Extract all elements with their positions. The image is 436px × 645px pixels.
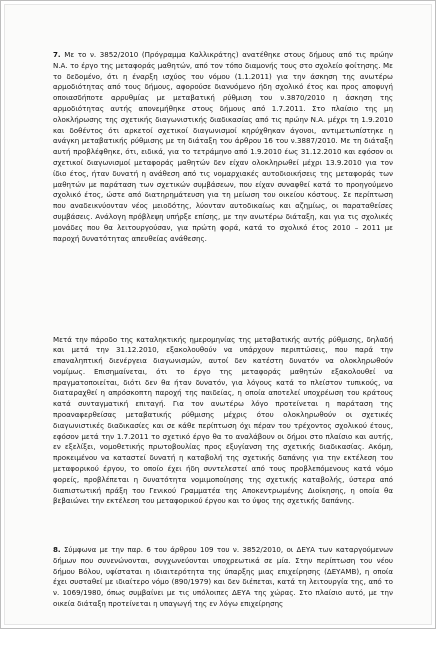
paragraph-text: Με το ν. 3852/2010 (Πρόγραμμα Καλλικράτης) ανατέθηκε στους δήμους από τις πρώην Ν.Α. το έργο της μεταφοράς μαθητών, από τον τόπο διαμονής τους στο σχολείο φοίτησης. Με το δεδομένο, ότι η έναρξη ισχύος του νόμου (1.1.2011) για την άσκηση της ανωτέρω αρμοδιότητας από τους δήμους, αφορούσε διανυόμενο ήδη σχολικό έτος και προς αποφυγή οποιασδήποτε αρρυθμίας με μεταβατική ρύθμιση του ν.3870/2010 η άσκηση της αρμοδιότητας αυτής απονεμήθηκε στους δήμους από 1.7.2011. Στο πλαίσιο της μη ολοκλήρωσης της σχετικής διαγωνιστικής διαδικασίας από τις πρώην Ν.Α. μέχρι τη 1.9.2010 και δοθέντος ότι αρκετοί σχετικοί διαγωνισμοί κηρύχθηκαν άγονοι, αντιμετωπίστηκε η ανάγκη μεταβατικής ρύθμισης με τη διάταξη του άρθρου 16 του ν.3887/2010. Με τη διάταξη αυτή προβλέφθηκε, ότι, ειδικά, για το τετράμηνο από 1.9.2010 έως 31.12.2010 και εφόσον οι σχετικοί διαγωνισμοί μεταφοράς μαθητών δεν είχαν ολοκληρωθεί μέχρι 13.9.2010 για τον ίδιο έτος, ήταν δυνατή η ανάθεση από τις νομαρχιακές αυτοδιοικήσεις της μεταφοράς των μαθητών με παράταση των σχετικών συμβάσεων, που είχαν συναφθεί κατά το προηγούμενο σχολικό έτος, ώστε από διατηρημάτευση για τη μείωση του οικείου κόστους. Σε περίπτωση που αναδεικνύονταν νέος μειοδότης, λύονταν αυτοδικαίως και αζημίως, οι παραταθείσες συμβάσεις. Ανάλογη πρόβλεψη υπήρξε επίσης, με την ανωτέρω διάταξη, και για τις σχολικές μονάδες που θα λειτουργούσαν, για πρώτη φορά, κατά το σχολικό έτος 2010 – 2011 με παροχή δυνατότητας απευθείας ανάθεσης. (53, 50, 394, 243)
paragraph-number: 7. (53, 50, 61, 59)
paragraph-text: Μετά την πάροδο της καταληκτικής ημερομηνίας της μεταβατικής αυτής ρύθμισης, δηλαδή και μετά την 31.12.2010, εξακολουθούν να υπάρχουν περιπτώσεις, που παρά την επαναληπτική διενέργεια διαγωνισμών, αυτοί δεν κατέστη δυνατόν να ολοκληρωθούν νομίμως. Επισημαίνεται, ότι το έργο της μεταφοράς μαθητών εξακολουθεί να πραγματοποιείται, διότι δεν θα ήταν δυνατόν, για λόγους κατά το πλείστον τυπικούς, να διαταραχθεί η απρόσκοπτη παροχή της παιδείας, η οποία αποτελεί υποχρέωση του κράτους κατά συνταγματική επιταγή. Για τον ανωτέρω λόγο προτείνεται η παράταση της προαναφερθείσας μεταβατικής ρύθμισης μέχρις ότου ολοκληρωθούν οι σχετικές διαγωνιστικές διαδικασίες και σε κάθε περίπτωση όχι πέραν του τρέχοντος σχολικού έτους, εφόσον μετά την 1.7.2011 το σχετικό έργο θα το αναλάβουν οι δήμοι στο πλαίσιο και αυτής, εν εξελίξει, νομοθετικής πρωτοβουλίας προς εξυγίανση της σχετικής διαδικασίας. Ακόμη, προκειμένου να καταστεί δυνατή η καταβολή της σχετικής δαπάνης για την εκτέλεση του μεταφορικού έργου, το οποίο έχει ήδη συντελεστεί από τους προβλεπόμενους κατά νόμο φορείς, προβλέπεται η δυνατότητα νομιμοποίησης της σχετικής καταβολής, ύστερα από διαπιστωτική πράξη του Γενικού Γραμματέα της Αποκεντρωμένης Διοίκησης, η οποία θα βεβαιώνει την εκτέλεση του μεταφορικού έργου και το ύψος της σχετικής δαπάνης. (53, 334, 393, 506)
paragraph-7-continued (53, 335, 393, 535)
paragraph-number: 8. (53, 545, 61, 554)
paragraph-8 (53, 545, 393, 645)
document-body (53, 50, 393, 645)
paragraph-7 (53, 50, 393, 324)
paragraph-text: Σύμφωνα με την παρ. 6 του άρθρου 109 του ν. 3852/2010, οι ΔΕΥΑ των καταργούμενων δήμων που συνενώνονται, συγχωνεύονται υποχρεωτικά σε μία. Στην περίπτωση του νέου δήμου Βόλου, υφίσταται η ιδιαιτερότητα της ύπαρξης μιας επιχείρησης (ΔΕΥΑΜΒ), η οποία έχει συσταθεί με ιδιαίτερο νόμο (890/1979) και δεν διέπεται, κατά τη λειτουργία της, από το ν. 1069/1980, όπως συμβαίνει με τις υπόλοιπες ΔΕΥΑ της χώρας. Στο πλαίσιο αυτό, με την οικεία διάταξη προτείνεται η υπαγωγή της εν λόγω επιχείρησης (53, 545, 393, 608)
